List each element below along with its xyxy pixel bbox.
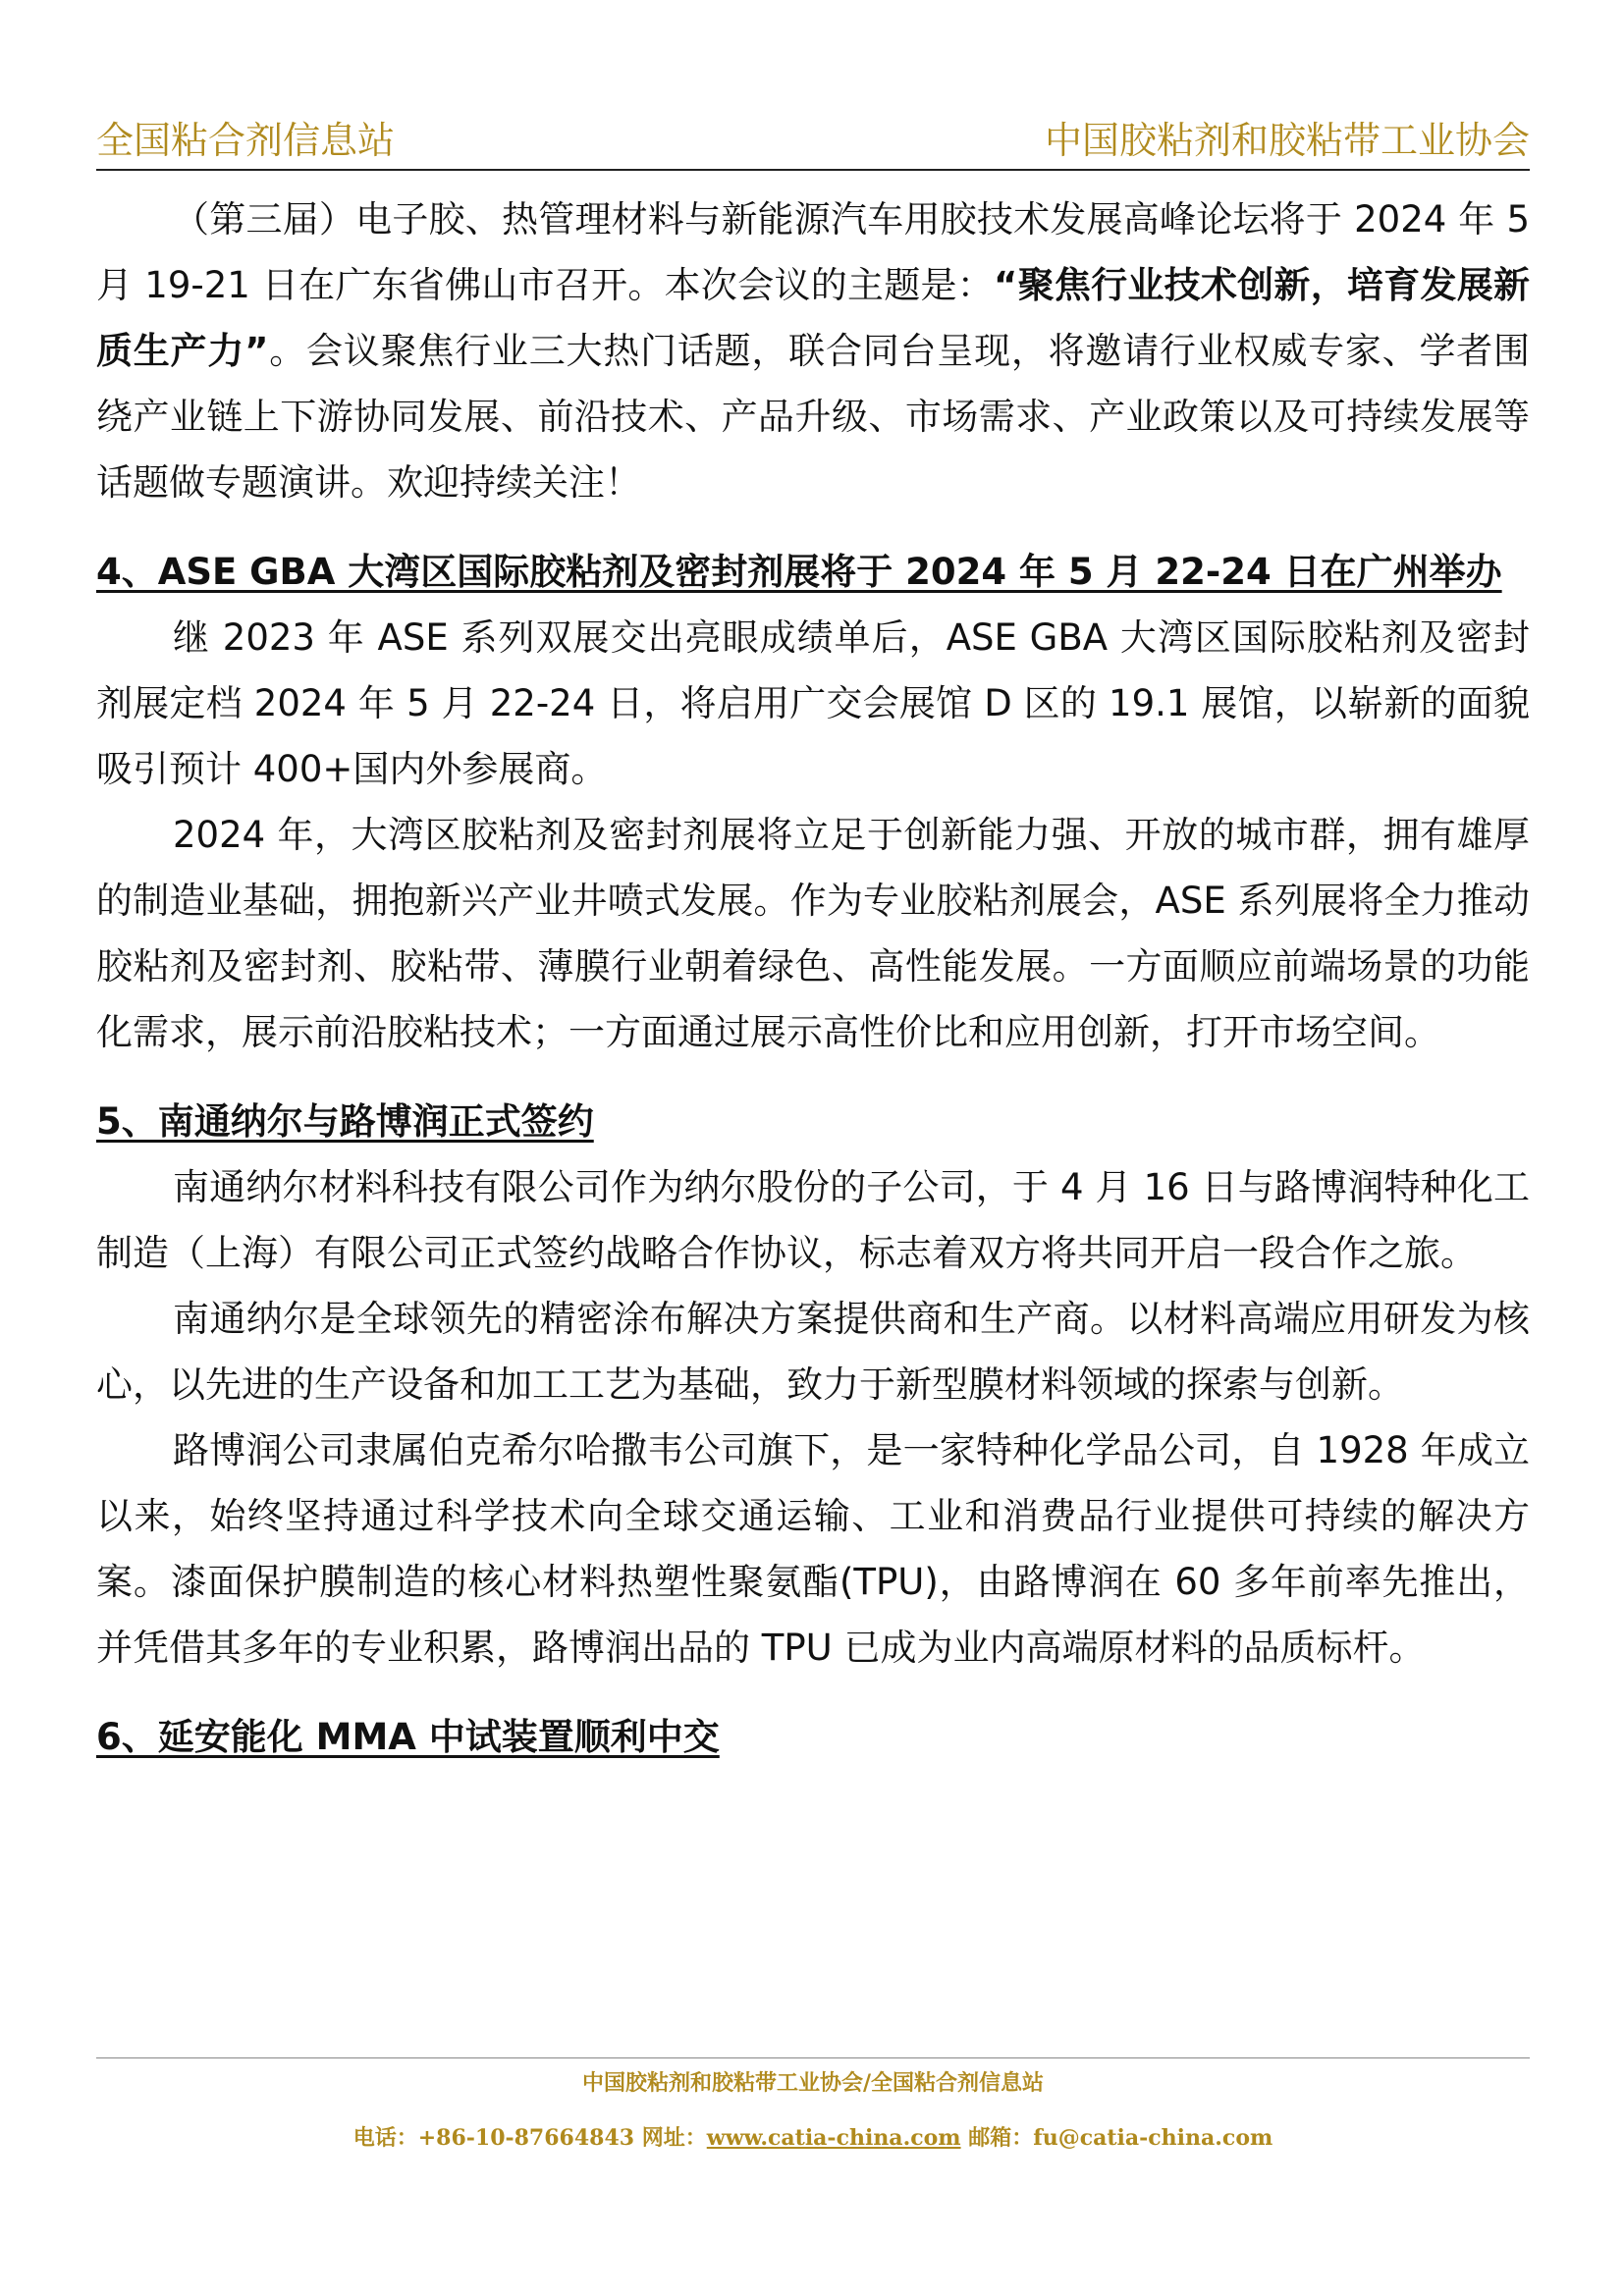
section-5-heading: 5、南通纳尔与路博润正式签约 [96, 1100, 594, 1143]
intro-paragraph [96, 187, 1530, 515]
footer-email[interactable]: fu@catia-china.com [1033, 2125, 1273, 2151]
section-5-paragraph-1: 南通纳尔材料科技有限公司作为纳尔股份的子公司，于 4 月 16 日与路博润特种化工制造（上海）有限公司正式签约战略合作协议，标志着双方将共同开启一段合作之旅。 [96, 1166, 1530, 1274]
footer-organization: 中国胶粘剂和胶粘带工业协会/全国粘合剂信息站 [581, 2070, 1045, 2096]
article-body [96, 187, 1530, 1770]
section-6-heading: 6、延安能化 MMA 中试装置顺利中交 [96, 1716, 720, 1758]
section-4-paragraph-2: 2024 年，大湾区胶粘剂及密封剂展将立足于创新能力强、开放的城市群，拥有雄厚的制造业基础，拥抱新兴产业井喷式发展。作为专业胶粘剂展会，ASE 系列展将全力推动胶粘剂及密封剂、胶粘带、薄膜行业朝着绿色、高性能发展。一方面顺应前端场景的功能化需求，展示前沿胶粘技术；一方面通过展示高性价比和应用创新，打开市场空间。 [96, 814, 1530, 1053]
page-header [96, 116, 1530, 171]
intro-theme: “聚焦行业技术创新，培育发展新质生产力” [96, 264, 1530, 372]
footer-contact [96, 2123, 1530, 2153]
intro-text-1: （第三届）电子胶、热管理材料与新能源汽车用胶技术发展高峰论坛将于 2024 年 5 月 19-21 日在广东省佛山市召开。本次会议的主题是： [96, 198, 1530, 306]
footer-phone: 电话：+86-10-87664843 网址： [352, 2125, 707, 2151]
intro-text-2: 。会议聚焦行业三大热门话题，联合同台呈现，将邀请行业权威专家、学者围绕产业链上下游协同发展、前沿技术、产品升级、市场需求、产业政策以及可持续发展等话题做专题演讲。欢迎持续关注！ [96, 330, 1530, 504]
footer-website-link[interactable]: www.catia-china.com [706, 2125, 961, 2151]
section-4-heading: 4、ASE GBA 大湾区国际胶粘剂及密封剂展将于 2024 年 5 月 22-24 日在广州举办 [96, 551, 1502, 593]
section-5-paragraph-3: 路博润公司隶属伯克希尔哈撒韦公司旗下，是一家特种化学品公司，自 1928 年成立以来，始终坚持通过科学技术向全球交通运输、工业和消费品行业提供可持续的解决方案。漆面保护膜制造的核心材料热塑性聚氨酯(TPU)，由路博润在 60 多年前率先推出，并凭借其多年的专业积累，路博润出品的 TPU 已成为业内高端原材料的品质标杆。 [96, 1429, 1530, 1669]
page-footer [96, 2057, 1530, 2153]
section-4-paragraph-1: 继 2023 年 ASE 系列双展交出亮眼成绩单后，ASE GBA 大湾区国际胶粘剂及密封剂展定档 2024 年 5 月 22-24 日，将启用广交会展馆 D 区的 19.1 展馆，以崭新的面貌吸引预计 400+国内外参展商。 [96, 616, 1530, 790]
footer-divider [96, 2057, 1530, 2058]
footer-email-label: 邮箱： [960, 2125, 1034, 2151]
header-divider [96, 169, 1530, 171]
header-left-title: 全国粘合剂信息站 [96, 119, 396, 162]
header-right-title: 中国胶粘剂和胶粘带工业协会 [1044, 119, 1530, 162]
section-5-paragraph-2: 南通纳尔是全球领先的精密涂布解决方案提供商和生产商。以材料高端应用研发为核心，以先进的生产设备和加工工艺为基础，致力于新型膜材料领域的探索与创新。 [96, 1298, 1530, 1406]
